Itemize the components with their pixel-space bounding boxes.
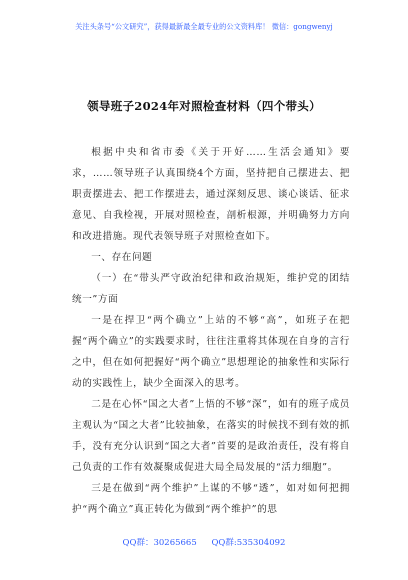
header-banner: 关注头条号“公文研究”，获得最新最全最专业的公文资料库！ 微信：gongwenyj (75, 22, 333, 31)
subsection-heading: （一）在“带头严守政治纪律和政治规矩，维护党的团结统一”方面 (72, 273, 350, 305)
document-title: 领导班子2024年对照检查材料（四个带头） (87, 99, 321, 113)
paragraph-point-three: 三是在做到“两个维护”上谋的不够“透”，如对如何把拥护“两个确立”真正转化为做到“两个维护”的思 (72, 483, 350, 515)
footer-qq-group-2: QQ群:535304092 (211, 538, 286, 548)
document-body (72, 142, 350, 520)
paragraph-point-two: 二是在心怀“国之大者”上悟的不够“深”，如有的班子成员主观认为“国之大者”比较抽象，在落实的时候找不到有效的抓手，没有充分认识到“国之大者”首要的是政治责任，没有将自己负责的工作有效凝聚成促进大局全局发展的“活力细胞”。 (72, 399, 350, 473)
footer-qq-group-1: QQ群：30265665 (122, 538, 197, 548)
footer (0, 536, 408, 548)
paragraph-intro: 根据中央和省市委《关于开好……生活会通知》要求，……领导班子认真围绕4个方面，坚持把自己摆进去、把职责摆进去、把工作摆进去，通过深刻反思、谈心谈话、征求意见、自我检视，开展对照检查，剖析根源，并明确努力方向和改进措施。现代表领导班子对照检查如下。 (72, 147, 350, 242)
paragraph-point-one: 一是在捍卫“两个确立”上站的不够“高”，如班子在把握“两个确立”的实践要求时，往往注重将其体现在自身的言行之中，但在如何把握好“两个确立”思想理论的抽象性和实际行动的实践性上，缺少全面深入的思考。 (72, 315, 350, 389)
section-heading: 一、存在问题 (91, 252, 153, 263)
